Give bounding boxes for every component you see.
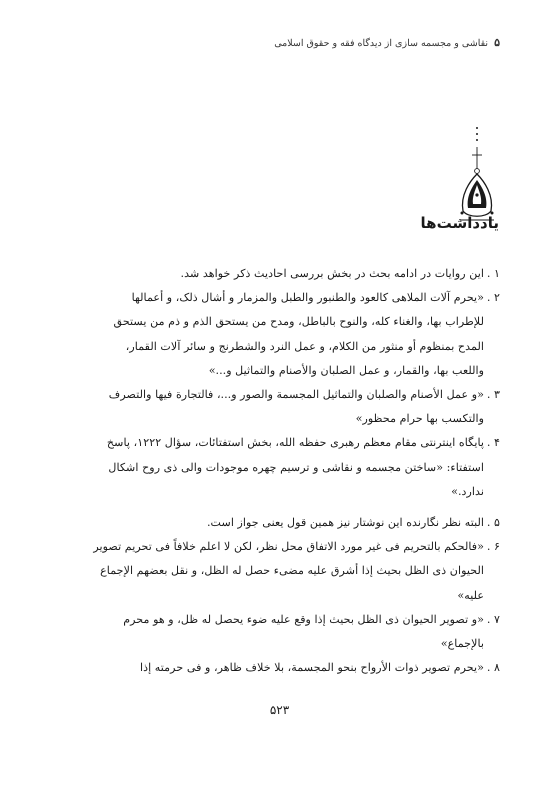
note-item <box>92 535 500 608</box>
note-item <box>92 608 500 656</box>
note-text: «و تصویر الحیوان ذی الظل بحیث إذا وقع علیه ضوء یحصل له ظل، و هو محرم بالإجماع» <box>123 612 484 651</box>
note-number: ۱ . <box>486 267 500 280</box>
note-text: «یحرم آلات الملاهی کالعود والطنبور والطبل والمزمار و أشال ذلک، و أعمالها للإطراب بها، والغناء کله، والنوح بالباطل، ومدح من یستحق الذم و ذم من یستحق المدح بمنظوم أو منثور من الکلام، و عمل النرد والشطرنج و سائر آلات القمار، واللعب بها، والقمار، و عمل الصلبان والأصنام والتماثیل و...» <box>113 291 484 377</box>
section-heading: یادداشت‌ها <box>420 214 499 232</box>
page-number: ۵۲۳ <box>269 703 290 717</box>
note-text: این روایات در ادامه بحث در بخش بررسی احادیث ذکر خواهد شد. <box>180 267 484 280</box>
note-number: ۲ . <box>486 291 500 305</box>
header-mark: ۵ <box>494 36 500 49</box>
note-item <box>92 286 500 383</box>
note-number: ۸ . <box>486 661 500 675</box>
note-number: ۳ . <box>486 388 500 402</box>
note-item <box>92 656 500 680</box>
note-text: «یحرم تصویر ذوات الأرواح بنحو المجسمة، بلا خلاف ظاهر، و فی حرمته إذا <box>140 661 484 675</box>
note-item <box>92 262 500 286</box>
note-number: ۴ . <box>486 436 500 450</box>
note-item <box>92 511 500 535</box>
note-text: «فالحکم بالتحریم فی غیر مورد الاتفاق محل نظر، لکن لا اعلم خلافاً فی تحریم تصویر الحیوان ذی الظل بحیث إذا أشرق علیه مضیء حصل له الظل، و نقل بعضهم الإجماع علیه» <box>93 540 484 602</box>
note-text: البته نظر نگارنده این نوشتار نیز همین قول یعنی جواز است. <box>206 516 484 530</box>
notes-list <box>92 262 500 680</box>
note-number: ۶ . <box>486 540 500 554</box>
note-item <box>92 383 500 431</box>
running-header <box>100 36 500 49</box>
note-text: «و عمل الأصنام والصلبان والتماثیل المجسمة والصور و...، فالتجارة فیها والتصرف والتکسب بها حرام محظور» <box>108 388 484 426</box>
note-number: ۷ . <box>486 612 500 626</box>
note-number: ۵ . <box>486 516 500 530</box>
note-text: پایگاه اینترنتی مقام معظم رهبری حفظه الله، بخش استفتائات، سؤال ۱۲۲۲، پاسخ استفتاء: «ساختن مجسمه و نقاشی و ترسیم چهره موجودات والی ذی روح اشکال ندارد.» <box>106 436 484 498</box>
note-item <box>92 431 500 504</box>
floral-ornament-icon <box>456 125 498 223</box>
running-title: نقاشی و مجسمه سازی از دیدگاه فقه و حقوق اسلامی <box>274 38 489 49</box>
